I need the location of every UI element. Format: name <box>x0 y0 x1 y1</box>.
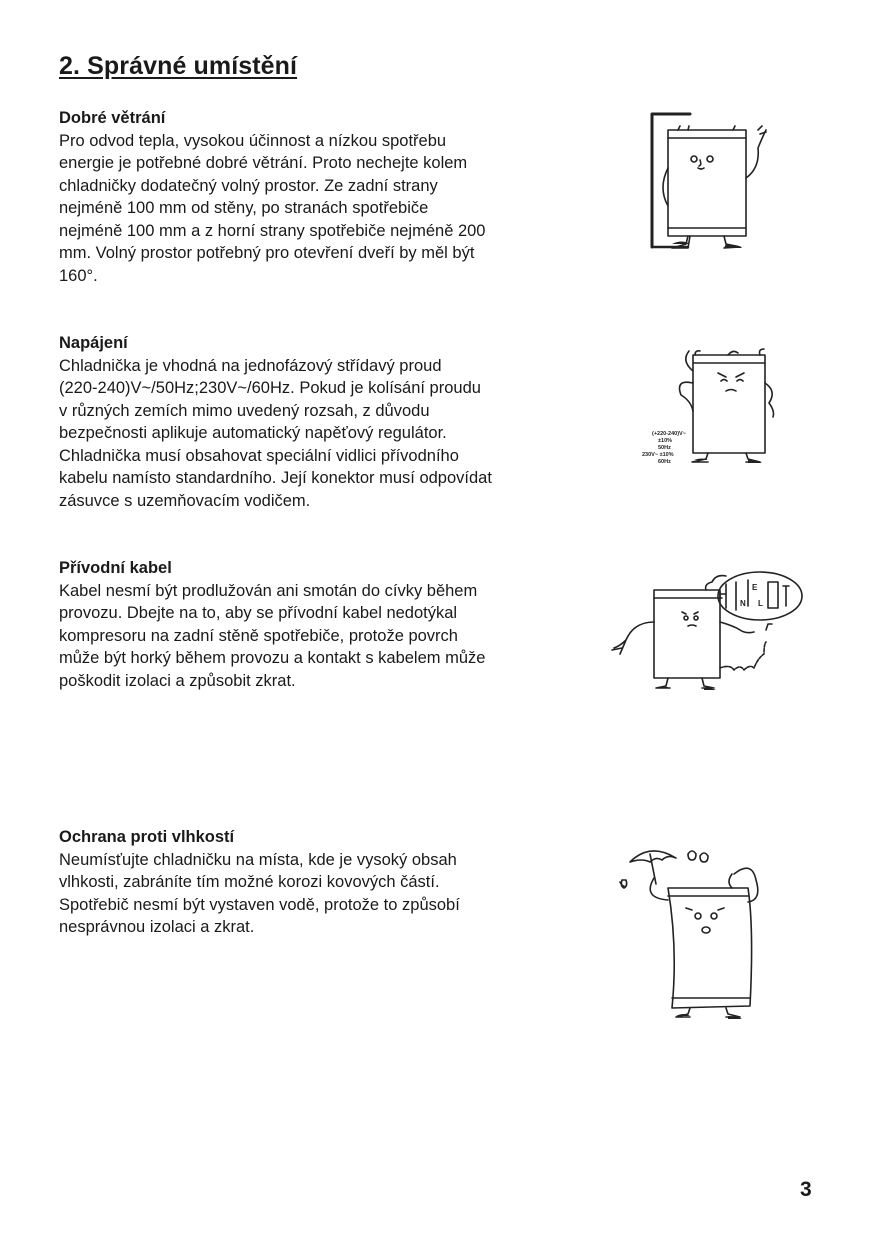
text-line: Chladnička je vhodná na jednofázový střídavý proud <box>59 356 442 375</box>
text-line: poškodit izolaci a způsobit zkrat. <box>59 671 296 690</box>
fridge-ventilation-illustration <box>648 108 778 250</box>
text-line: Neumísťujte chladničku na místa, kde je vysoký obsah <box>59 850 457 869</box>
fridge-power-illustration <box>638 343 788 473</box>
voltage-label-line: 60Hz <box>658 459 671 465</box>
section-moisture-protection <box>59 826 559 939</box>
socket-letter: N <box>740 599 746 608</box>
text-line: energie je potřebné dobré větrání. Proto nechejte kolem <box>59 154 468 172</box>
socket-letter: L <box>758 599 763 608</box>
section-heading: Ochrana proti vlhkostí <box>59 828 235 846</box>
voltage-label-line: (+220-240)V~ <box>652 431 686 437</box>
text-line: bezpečnosti aplikuje automatický napěťový regulátor. <box>59 424 447 442</box>
text-line: nejméně 100 mm a z horní strany spotřebiče nejméně 200 <box>59 221 486 240</box>
text-line: kompresoru na zadní stěně spotřebiče, protože povrch <box>59 626 458 645</box>
text-line: (220-240)V~/50Hz;230V~/60Hz. Pokud je kolísání proudu <box>59 379 481 397</box>
text-line: Pro odvod tepla, vysokou účinnost a nízkou spotřebu <box>59 131 447 150</box>
text-line: nejméně 100 mm od stěny, po stranách spotřebiče <box>59 199 429 217</box>
section-power-cable <box>59 557 559 692</box>
text-line: nesprávnou izolaci a zkrat. <box>59 918 255 936</box>
text-line: mm. Volný prostor potřebný pro otevření dveří by měl být <box>59 244 475 262</box>
text-line: kabelu namísto standardního. Její konektor musí odpovídat <box>59 469 492 487</box>
voltage-label-line: 230V~ ±10% <box>642 452 674 458</box>
page-title: 2. Správné umístění <box>59 52 298 80</box>
section-heading: Napájení <box>59 334 128 352</box>
section-heading: Přívodní kabel <box>59 559 172 577</box>
voltage-label-line: 50Hz <box>658 445 671 451</box>
text-line: může být horký během provozu a kontakt s kabelem může <box>59 649 486 667</box>
text-line: chladničky dodatečný volný prostor. Ze zadní strany <box>59 176 438 195</box>
text-line: 160°. <box>59 266 98 285</box>
text-line: Spotřebič nesmí být vystaven vodě, protože to způsobí <box>59 895 460 914</box>
page-number: 3 <box>800 1178 812 1201</box>
fridge-cable-illustration <box>608 568 808 694</box>
text-line: v různých zemích mimo uvedený rozsah, z důvodu <box>59 401 430 420</box>
text-line: vlhkosti, zabráníte tím možné korozi kovových částí. <box>59 873 440 891</box>
text-line: Chladnička musí obsahovat speciální vidlici přívodního <box>59 446 459 465</box>
voltage-label-line: ±10% <box>658 438 673 444</box>
section-power-supply <box>59 332 559 512</box>
section-ventilation <box>59 107 559 287</box>
text-line: Kabel nesmí být prodlužován ani smotán do cívky během <box>59 581 478 600</box>
socket-letter: E <box>752 583 758 592</box>
text-line: provozu. Dbejte na to, aby se přívodní kabel nedotýkal <box>59 604 458 622</box>
text-line: zásuvce s uzemňovacím vodičem. <box>59 491 311 510</box>
section-heading: Dobré větrání <box>59 109 166 127</box>
fridge-moisture-illustration <box>614 838 774 1028</box>
